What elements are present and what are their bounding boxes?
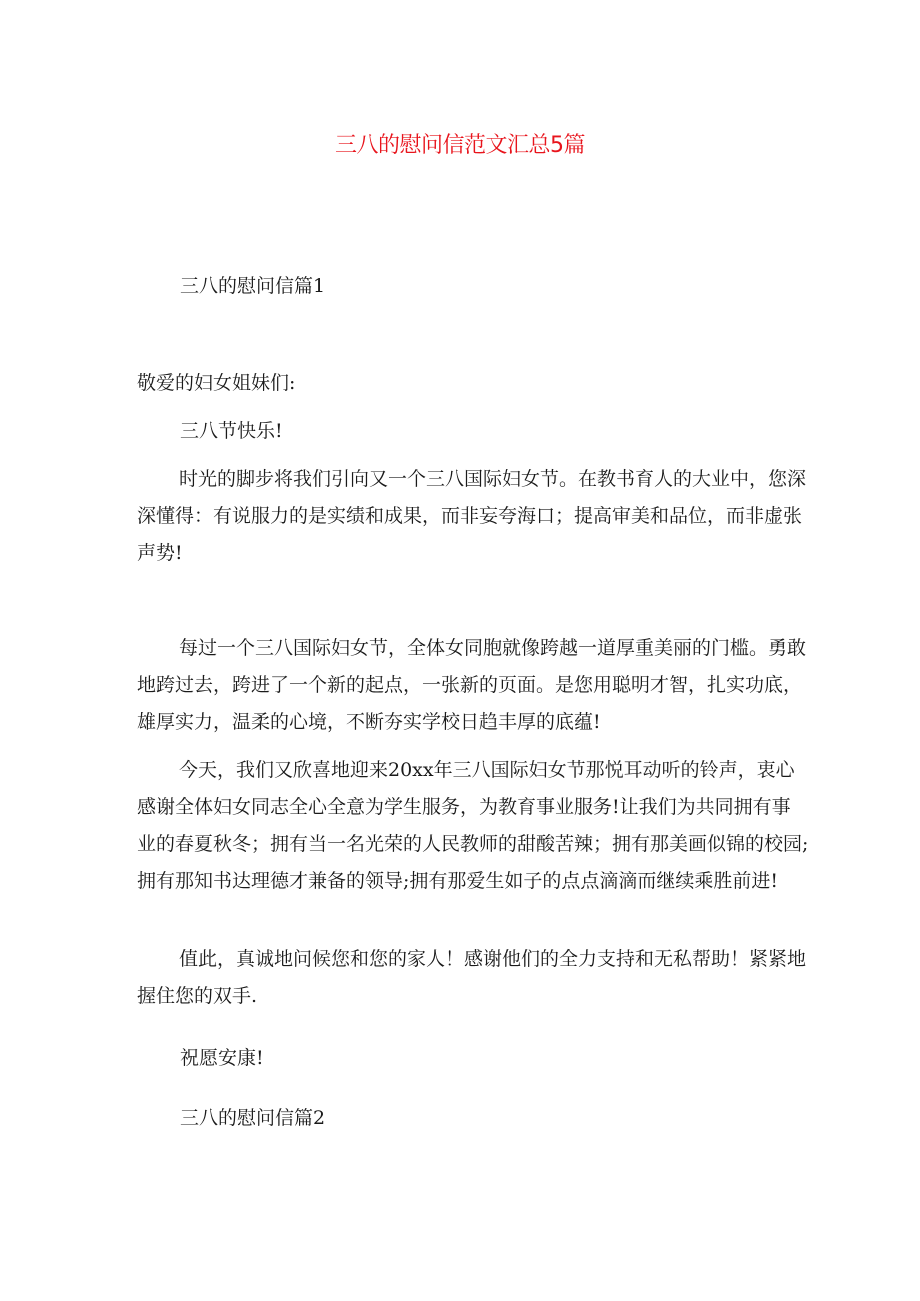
paragraph-line: 拥有那知书达理德才兼备的领导;拥有那爱生如子的点点滴滴而继续乘胜前进! (137, 870, 779, 892)
greeting: 三八节快乐! (180, 420, 283, 442)
paragraph-line: 深懂得：有说服力的是实绩和成果，而非妄夸海口；提高审美和品位，而非虚张 (137, 505, 803, 527)
paragraph-line: 感谢全体妇女同志全心全意为学生服务，为教育事业服务!让我们为共同拥有事 (137, 796, 791, 818)
paragraph-1 (137, 467, 807, 578)
paragraph-line: 值此，真诚地问候您和您的家人！感谢他们的全力支持和无私帮助！紧紧地 (179, 948, 807, 970)
paragraph-line: 雄厚实力，温柔的心境，不断夯实学校日趋丰厚的底蕴! (137, 711, 601, 733)
paragraph-3 (137, 758, 809, 906)
section-heading-2: 三八的慰问信篇2 (180, 1107, 326, 1129)
paragraph-2 (137, 636, 807, 747)
paragraph-line: 今天，我们又欣喜地迎来20xx年三八国际妇女节那悦耳动听的铃声，衷心 (179, 759, 795, 781)
paragraph-line: 握住您的双手. (137, 985, 258, 1007)
salutation: 敬爱的妇女姐妹们: (137, 372, 296, 394)
paragraph-line: 业的春夏秋冬；拥有当一名光荣的人民教师的甜酸苦辣；拥有那美画似锦的校园; (137, 833, 809, 855)
document-title: 三八的慰问信范文汇总5篇 (335, 133, 585, 158)
paragraph-4 (137, 947, 807, 1021)
section-heading-1: 三八的慰问信篇1 (180, 275, 326, 297)
paragraph-line: 每过一个三八国际妇女节，全体女同胞就像跨越一道厚重美丽的门槛。勇敢 (179, 637, 807, 659)
paragraph-line: 地跨过去，跨进了一个新的起点，一张新的页面。是您用聪明才智，扎实功底， (137, 674, 803, 696)
paragraph-line: 时光的脚步将我们引向又一个三八国际妇女节。在教书育人的大业中，您深 (179, 468, 807, 490)
closing: 祝愿安康! (180, 1047, 264, 1069)
paragraph-line: 声势! (137, 542, 183, 564)
